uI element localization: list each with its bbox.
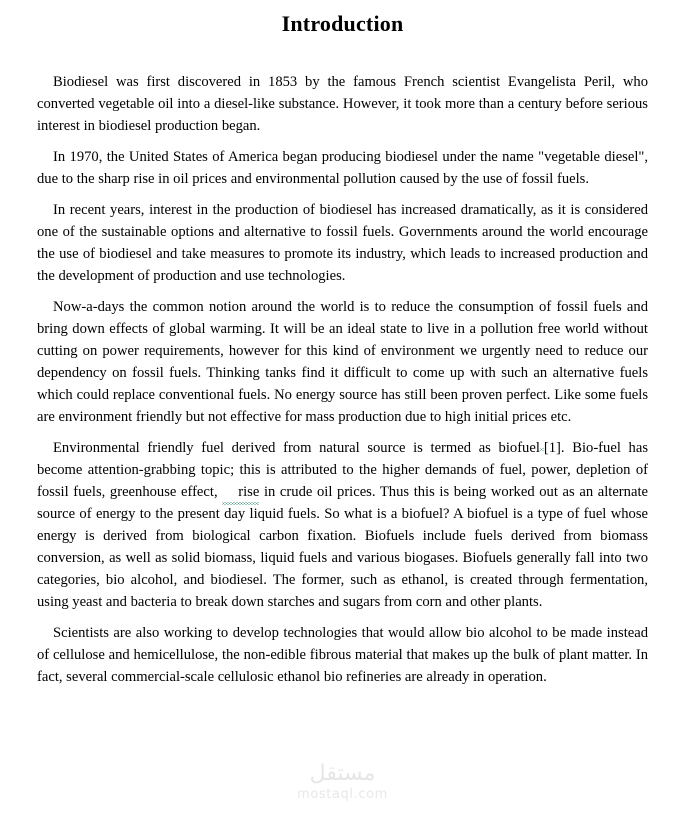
paragraph-2: In 1970, the United States of America began producing biodiesel under the name "vegetable diesel", due to the sharp rise in oil prices and environmental pollution caused by the use of fossil fuels. <box>37 149 648 187</box>
page-title: Introduction <box>281 11 404 36</box>
paragraph-4: Now-a-days the common notion around the world is to reduce the consumption of fossil fuels and bring down effects of global warming. It will be an ideal state to live in a pollution free world without cutting on power requirements, however for this kind of environment we urgently need to reduce our dependency on fossil fuels. Thinking tanks find it difficult to come up with such an alternative fuels which could replace conventional fuels. No energy source has still been proven perfect. Like some fuels are environment friendly but not effective for mass production due to high initial prices etc. <box>37 299 648 425</box>
grammar-mark-icon <box>540 437 544 452</box>
watermark-domain-text: mostaql.com <box>297 787 388 802</box>
paragraph-1: Biodiesel was first discovered in 1853 by the famous French scientist Evangelista Peril, who converted vegetable oil into a diesel-like substance. However, it took more than a century before serious interest in biodiesel production began. <box>37 74 648 134</box>
paragraph-5 <box>37 437 648 613</box>
paragraph-6: Scientists are also working to develop technologies that would allow bio alcohol to be made instead of cellulose and hemicellulose, the non-edible fibrous material that makes up the bulk of plant matter. In fact, several commercial-scale cellulosic ethanol bio refineries are already in operation. <box>37 625 648 685</box>
flagged-word-rise: rise <box>222 481 259 503</box>
paragraph-3: In recent years, interest in the production of biodiesel has increased dramatically, as it is considered one of the sustainable options and alternative to fossil fuels. Governments around the world encourage the use of biodiesel and take measures to promote its industry, which leads to increased production and the development of production and use technologies. <box>37 202 648 284</box>
watermark <box>0 762 685 802</box>
paragraph-5-text-before-mark: Environmental friendly fuel derived from natural source is termed as biofuel <box>53 440 540 456</box>
watermark-arabic-logo: مستقل <box>309 761 376 786</box>
paragraph-5-citation-text: [1]. Bio-fuel has become attention-grabbing topic; this is attributed to the higher demands of fuel, power, depletion of fossil fuels, greenhouse effect, <box>37 440 649 500</box>
document-body <box>0 71 685 688</box>
paragraph-5-text-after-flagged: in crude oil prices. Thus this is being worked out as an alternate source of energy to the present day liquid fuels. So what is a biofuel? A biofuel is a type of fuel whose energy is derived from biological carbon fixation. Biofuels include fuels derived from biomass conversion, as well as solid biomass, liquid fuels and various biogases. Biofuels generally fall into two categories, bio alcohol, and biodiesel. The former, such as ethanol, is created through fermentation, using yeast and bacteria to break down starches and sugars from corn and other plants. <box>37 484 648 610</box>
